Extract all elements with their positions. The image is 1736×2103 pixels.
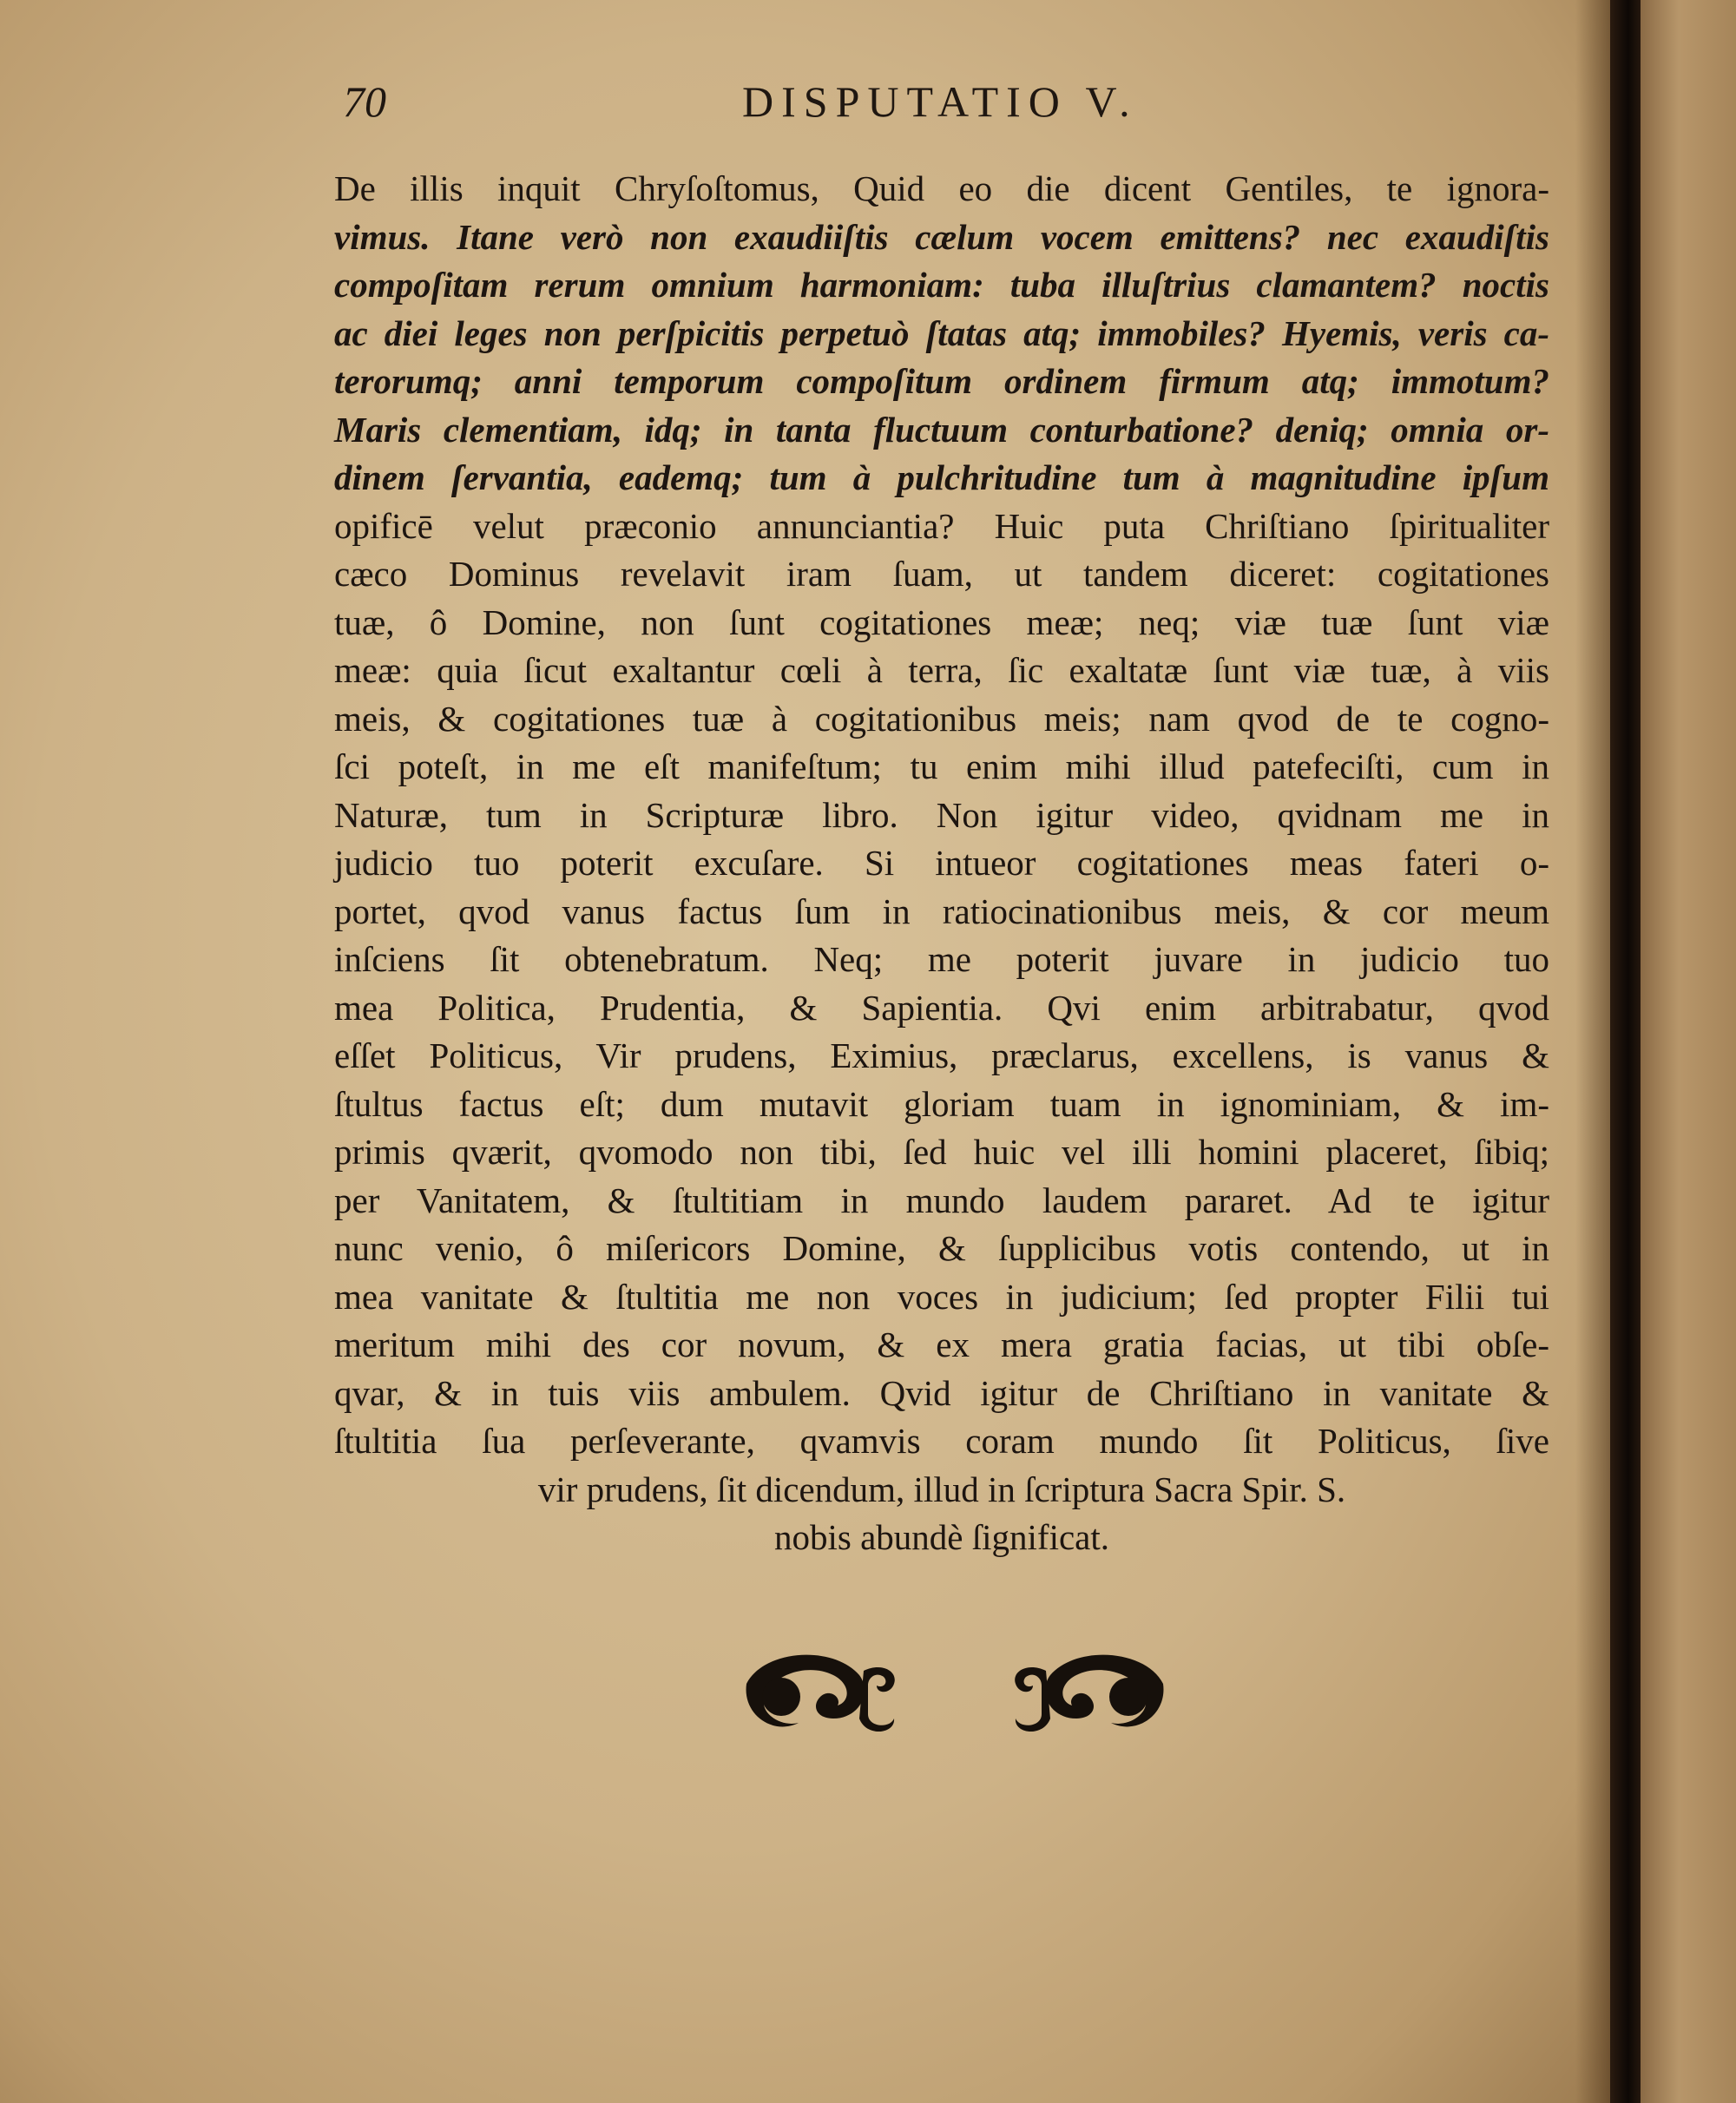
running-head: DISPUTATIO V. [742,77,1138,126]
text-line: ſci poteſt, in me eſt manifeſtum; tu enim mihi illud patefeciſti, cum in [334,746,1549,786]
text-line: judicio tuo poterit excuſare. Si intueor cogitationes meas fateri o- [334,843,1549,883]
page-header [343,76,1558,137]
text-line: portet, qvod vanus factus ſum in ratiocinationibus meis, & cor meum [334,890,1549,931]
text-line: vimus. Itane verò non exaudiiſtis cælum vocem emittens? nec exaudiſtis [334,216,1549,257]
text-line: Maris clementiam, idq; in tanta fluctuum conturbatione? deniq; omnia or- [334,409,1549,450]
text-line: dinem ſervantia, eademq; tum à pulchritudine tum à magnitudine ipſum [334,457,1549,497]
text-line: mea Politica, Prudentia, & Sapientia. Qvi enim arbitrabatur, qvod [334,987,1549,1028]
text-line: qvar, & in tuis viis ambulem. Qvid igitur de Chriſtiano in vanitate & [334,1372,1549,1413]
text-line: inſciens ſit obtenebratum. Neq; me poterit juvare in judicio tuo [334,939,1549,979]
text-line: ſtultus factus eſt; dum mutavit gloriam tuam in ignominiam, & im- [334,1083,1549,1124]
body-text [334,165,1549,1562]
text-line: nobis abundè ſignificat. [774,1517,1109,1557]
page-shadow [1575,0,1610,2103]
printers-fleuron-icon [729,1632,1180,1753]
text-line: terorumq; anni temporum compoſitum ordinem firmum atq; immotum? [334,361,1549,401]
text-line: cæco Dominus revelavit iram ſuam, ut tandem diceret: cogitationes [334,554,1549,594]
page-number: 70 [343,77,386,126]
text-line: compoſitam rerum omnium harmoniam: tuba illuſtrius clamantem? noctis [334,265,1549,305]
text-line: per Vanitatem, & ſtultitiam in mundo laudem pararet. Ad te igitur [334,1180,1549,1220]
text-line: meis, & cogitationes tuæ à cogitationibus meis; nam qvod de te cogno- [334,698,1549,739]
text-line: tuæ, ô Domine, non ſunt cogitationes meæ; neq; viæ tuæ ſunt viæ [334,601,1549,642]
text-line: meritum mihi des cor novum, & ex mera gratia facias, ut tibi obſe- [334,1324,1549,1364]
adjacent-page-edge [1641,0,1736,2103]
text-line: ac diei leges non perſpicitis perpetuò ſtatas atq; immobiles? Hyemis, veris ca- [334,312,1549,353]
text-line: De illis inquit Chryſoſtomus, Quid eo die dicent Gentiles, te ignora- [334,168,1549,208]
text-line: meæ: quia ſicut exaltantur cœli à terra, ſic exaltatæ ſunt viæ tuæ, à viis [334,650,1549,690]
text-line: nunc venio, ô miſericors Domine, & ſupplicibus votis contendo, ut in [334,1228,1549,1268]
text-line: mea vanitate & ſtultitia me non voces in judicium; ſed propter Filii tui [334,1276,1549,1317]
text-line: vir prudens, ſit dicendum, illud in ſcriptura Sacra Spir. S. [537,1469,1346,1509]
fleuron-graphic [729,1632,1180,1753]
text-line: ſtultitia ſua perſeverante, qvamvis coram mundo ſit Politicus, ſive [334,1421,1549,1461]
text-line: Naturæ, tum in Scripturæ libro. Non igitur video, qvidnam me in [334,794,1549,835]
text-line: opificē velut præconio annunciantia? Huic puta Chriſtiano ſpiritualiter [334,505,1549,546]
book-gutter [1610,0,1641,2103]
text-line: primis qværit, qvomodo non tibi, ſed huic vel illi homini placeret, ſibiq; [334,1132,1549,1172]
text-line: eſſet Politicus, Vir prudens, Eximius, præclarus, excellens, is vanus & [334,1035,1549,1075]
